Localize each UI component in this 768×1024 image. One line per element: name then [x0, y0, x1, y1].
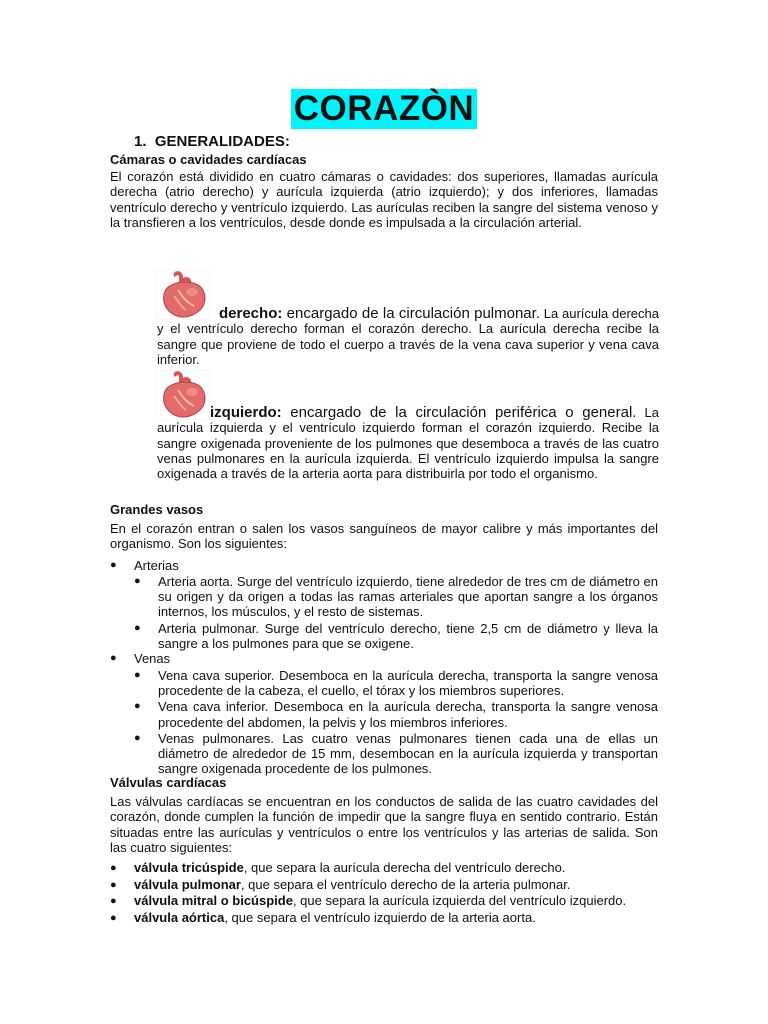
camaras-paragraph: El corazón está dividido en cuatro cámaras o cavidades: dos superiores, llamadas aurícula derecha (atrio derecho) y aurícula izquierda (atrio izquierdo); y dos inferiores, llamadas ventrículo derecho y ventrículo izquierdo. Las aurículas reciben la sangre del sistema venoso y la transfieren a los ventrículos, desde donde es impulsada a la circulación arterial. — [110, 169, 658, 230]
vasos-list-item — [134, 668, 658, 699]
corazon-izquierdo-term: izquierdo: — [210, 404, 282, 421]
valvulas-section — [110, 775, 658, 926]
grandes-vasos-heading: Grandes vasos — [110, 502, 204, 517]
bullet-icon: ● — [134, 621, 141, 634]
valvula-list-item — [110, 860, 658, 877]
valvula-term: válvula mitral o bicúspide — [134, 893, 293, 909]
page-title: CORAZÒN — [291, 89, 477, 129]
valvula-term: válvula tricúspide — [134, 860, 244, 876]
corazon-derecho-lead: encargado de la circulación pulmonar. — [282, 305, 540, 322]
corazon-izquierdo-text: La aurícula izquierda y el ventrículo izquierdo forman el corazón izquierdo. Recibe la sangre oxigenada proveniente de los pulmones que desemboca a través de las cuatro venas pulmonares en la aurícula izquierda. El ventrículo izquierdo impulsa la sangre oxigenada a través de la arteria aorta para distribuirla por todo el organismo. — [157, 405, 659, 482]
vasos-item-text: Arteria pulmonar. Surge del ventrículo derecho, tiene 2,5 cm de diámetro y lleva la sangre a los pulmones para que se oxigene. — [158, 620, 658, 652]
valvula-list-item — [110, 877, 658, 894]
bullet-icon: ● — [110, 862, 117, 875]
vasos-list-item — [134, 699, 658, 730]
bullet-icon: ● — [134, 731, 141, 744]
section-heading: 1. GENERALIDADES: — [134, 133, 290, 150]
corazon-derecho-term: derecho: — [219, 305, 283, 322]
vasos-group-item — [110, 651, 658, 776]
valvulas-intro: Las válvulas cardíacas se encuentran en los conductos de salida de las cuatro cavidades del corazón, donde cumplen la función de impedir que la sangre fluya en sentido contrario. Están situadas entre las aurículas y ventrículos o entre los ventrículos y las arterias de salida. Son las cuatro siguientes: — [110, 794, 658, 855]
vasos-list-item — [134, 621, 658, 652]
corazon-derecho-text: La aurícula derecha y el ventrículo derecho forman el corazón derecho. La aurícula derecha recibe la sangre que proviene de todo el cuerpo a través de la vena cava superior y vena cava inferior. — [157, 306, 659, 367]
vasos-group-label: Venas — [134, 651, 171, 667]
corazon-izquierdo-lead: encargado de la circulación periférica o general. — [281, 404, 637, 421]
vasos-group-label: Arterias — [134, 557, 179, 573]
vasos-sublist — [134, 574, 658, 651]
valvulas-list — [110, 860, 658, 926]
valvula-list-item — [110, 910, 658, 927]
vasos-item-text: Vena cava superior. Desemboca en la aurícula derecha, transporta la sangre venosa procedente de la cabeza, el cuello, el tórax y los miembros superiores. — [158, 667, 658, 698]
grandes-vasos-intro: En el corazón entran o salen los vasos sanguíneos de mayor calibre y más importantes del organismo. Son los siguientes: — [110, 521, 658, 552]
title-container — [0, 89, 768, 129]
valvulas-heading: Válvulas cardíacas — [110, 775, 227, 790]
bullet-icon: ● — [110, 895, 117, 908]
bullet-icon: ● — [134, 574, 141, 587]
valvula-description: , que separa el ventrículo derecho de la arteria pulmonar. — [240, 876, 571, 892]
camaras-heading: Cámaras o cavidades cardíacas — [110, 152, 307, 167]
vasos-item-text: Arteria aorta. Surge del ventrículo izquierdo, tiene alrededor de tres cm de diámetro en su origen y da origen a todas las ramas arteriales que aportan sangre a los órganos internos, los músculos, y el resto de sistemas. — [158, 573, 658, 620]
corazon-izquierdo-section — [157, 405, 659, 481]
vasos-list-item — [134, 574, 658, 620]
vasos-group-list — [110, 558, 658, 777]
bullet-icon: ● — [110, 652, 117, 665]
grandes-vasos-section — [110, 502, 658, 777]
vasos-group-item — [110, 558, 658, 652]
corazon-derecho-paragraph — [157, 306, 659, 367]
valvula-description: , que separa la aurícula derecha del ventrículo derecho. — [243, 860, 566, 876]
bullet-icon: ● — [134, 700, 141, 713]
bullet-icon: ● — [134, 668, 141, 681]
camaras-section — [110, 152, 658, 230]
corazon-derecho-section — [157, 306, 659, 367]
valvula-list-item — [110, 893, 658, 910]
bullet-icon: ● — [110, 558, 117, 571]
bullet-icon: ● — [110, 878, 117, 891]
vasos-item-text: Vena cava inferior. Desemboca en la aurícula derecha, transporta la sangre venosa procedente del abdomen, la pelvis y los miembros inferiores. — [158, 699, 658, 730]
valvula-term: válvula pulmonar — [134, 876, 241, 892]
corazon-izquierdo-paragraph — [157, 405, 659, 481]
valvula-term: válvula aórtica — [134, 909, 225, 925]
vasos-sublist — [134, 668, 658, 777]
valvula-description: , que separa la aurícula izquierda del ventrículo izquierdo. — [292, 893, 627, 909]
vasos-item-text: Venas pulmonares. Las cuatro venas pulmonares tienen cada una de ellas un diámetro de alrededor de 15 mm, desembocan en la aurícula izquierda y transportan sangre oxigenada procedente de los pulmones. — [158, 730, 658, 777]
valvula-description: , que separa el ventrículo izquierdo de la arteria aorta. — [224, 909, 536, 925]
bullet-icon: ● — [110, 911, 117, 924]
vasos-list-item — [134, 731, 658, 777]
